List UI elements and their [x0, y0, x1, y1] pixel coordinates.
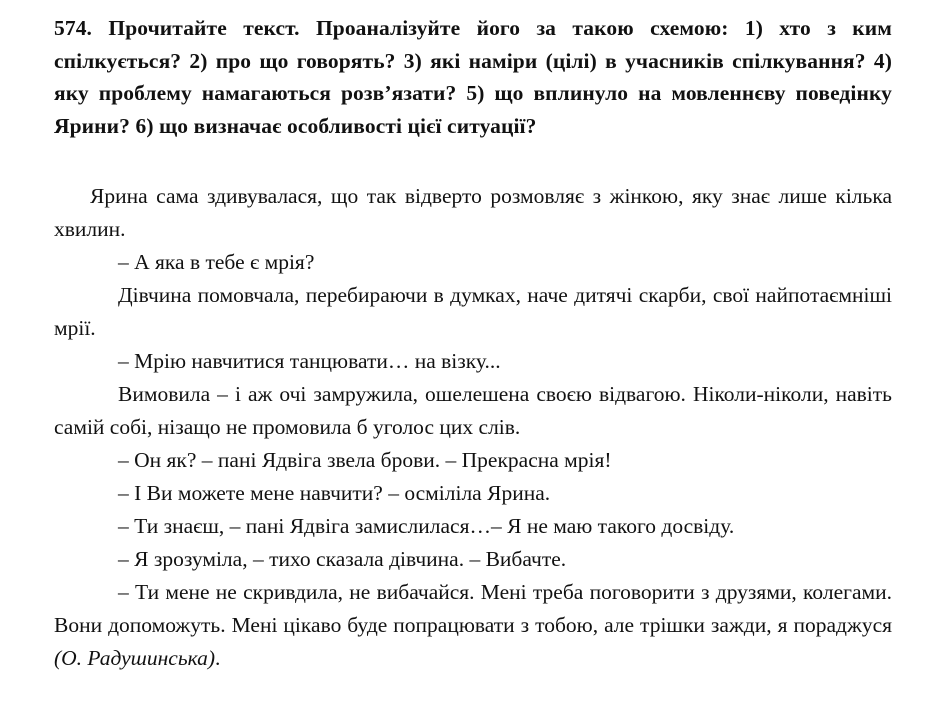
text-paragraph-1: Ярина сама здивувалася, що так відверто розмовляє з жінкою, яку знає лише кілька хвилин.: [54, 184, 892, 241]
dialogue-line-6: – Я зрозуміла, – тихо сказала дівчина. – Вибачте.: [118, 547, 567, 571]
textbook-page: [54, 12, 892, 675]
dialogue-line-4: – І Ви можете мене навчити? – осміліла Ярина.: [118, 481, 551, 505]
task-number: 574.: [54, 16, 93, 40]
task-text: Прочитайте текст. Проаналізуйте його за такою схемою: 1) хто з ким спілкується? 2) про що говорять? 3) які наміри (цілі) в учасників спілкування? 4) яку проблему намагаються розв’язати? 5) що вплинуло на мовленнєву поведінку Ярини? 6) що визначає особливості цієї ситуації?: [54, 16, 892, 138]
dialogue-line-1: – А яка в тебе є мрія?: [118, 250, 315, 274]
final-period: .: [215, 646, 221, 670]
task-instruction: [54, 12, 892, 142]
dialogue-line-2: – Мрію навчитися танцювати… на візку...: [118, 349, 501, 373]
author-attribution: (О. Радушинська): [54, 646, 216, 670]
text-paragraph-3: Вимовила – і аж очі замружила, ошелешена своєю відвагою. Ніколи-ніколи, навіть самій собі, нізащо не промовила б уголос цих слів.: [54, 382, 892, 439]
dialogue-line-7-text: – Ти мене не скривдила, не вибачайся. Мені треба поговорити з друзями, колегами. Вони допоможуть. Мені цікаво буде попрацювати з тобою, але трішки зажди, я пораджуся: [54, 580, 892, 637]
dialogue-line-3: – Он як? – пані Ядвіга звела брови. – Прекрасна мрія!: [118, 448, 612, 472]
dialogue-line-5: – Ти знаєш, – пані Ядвіга замислилася…– Я не маю такого досвіду.: [118, 514, 735, 538]
reading-text: [54, 180, 892, 675]
text-paragraph-2: Дівчина помовчала, перебираючи в думках, наче дитячі скарби, свої найпотаємніші мрії.: [54, 283, 892, 340]
dialogue-line-7: [54, 576, 892, 675]
